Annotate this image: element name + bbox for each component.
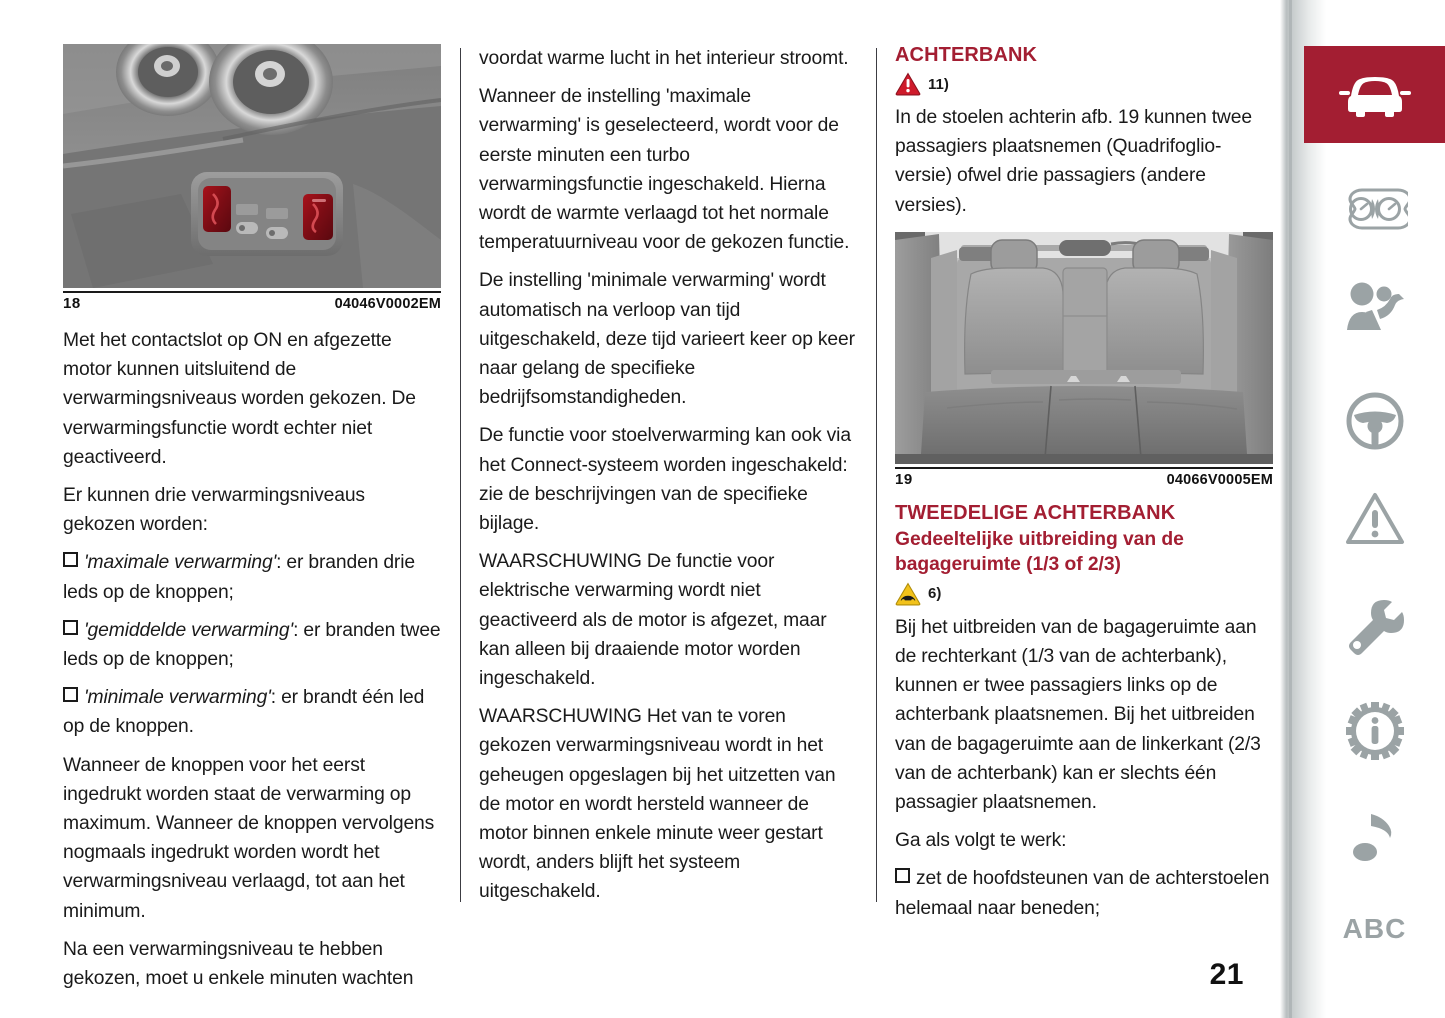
c3-paragraph-2: Bij het uitbreiden van de bagageruimte aan de rechterkant (1/3 van de achterbank), kunnen er twee passagiers links op de achterbank plaatsnemen. Bij het uitbreiden van de bagageruimte aan de linkerkant (2/3 van de achterbank) kan er slechts één passagier plaatsnemen. — [895, 616, 1261, 814]
column-3 — [895, 44, 1273, 954]
c1-bullet-3-term: 'minimale verwarming' — [84, 687, 271, 709]
sidebar-item-safety[interactable] — [1304, 258, 1445, 355]
gear-info-icon — [1346, 702, 1404, 760]
c1-bullet-3 — [63, 683, 441, 741]
car-front-icon — [1338, 72, 1412, 118]
bullet-square-icon — [63, 552, 78, 567]
dashboard-seat-heating-buttons-photo — [63, 44, 441, 288]
red-warning-triangle-icon — [895, 72, 921, 96]
c1-bullet-2 — [63, 616, 441, 674]
airbag-safety-icon — [1344, 280, 1406, 334]
c1-bullet-3-rest: : er brandt één led op de knoppen. — [63, 687, 425, 738]
bullet-square-icon — [895, 868, 910, 883]
figure-18-code: 04046V0002EM — [334, 296, 441, 312]
figure-18-caption — [63, 295, 441, 312]
section-tab-sidebar — [1280, 0, 1445, 1018]
figure-18-number: 18 — [63, 295, 81, 312]
column-divider-1 — [441, 44, 479, 954]
c1-paragraph-1: Met het contactslot op ON en afgezette motor kunnen uitsluitend de verwarmingsniveaus worden gekozen. De verwarmingsfunctie wordt echter niet geactiveerd. — [63, 330, 416, 468]
sidebar-spine-line — [1289, 0, 1292, 1018]
section-subheading-bagageruimte: Gedeeltelijke uitbreiding van de bagageruimte (1/3 of 2/3) — [895, 528, 1184, 575]
figure-19-rule — [895, 467, 1273, 469]
c2-paragraph-2: Wanneer de instelling 'maximale verwarming' is geselecteerd, wordt voor de eerste minuten een turbo verwarmingsfunctie ingeschakeld. Hierna wordt de warmte verlaagd tot het normale temperatuurniveau voor de gekozen functie. — [479, 86, 850, 254]
figure-18-image — [63, 44, 441, 288]
c3-bullet-1-text: zet de hoofdsteunen van de achterstoelen helemaal naar beneden; — [895, 868, 1270, 919]
steering-wheel-icon — [1346, 392, 1404, 450]
yellow-caution-triangle-icon — [895, 582, 921, 606]
rear-bench-seat-photo — [895, 232, 1273, 464]
c2-paragraph-5: WAARSCHUWING De functie voor elektrische verwarming wordt niet geactiveerd als de motor is afgezet, maar kan alleen bij draaiende motor worden ingeschakeld. — [479, 551, 827, 690]
abc-index-icon: ABC — [1342, 912, 1407, 944]
c1-bullet-1-term: 'maximale verwarming' — [84, 552, 277, 574]
c1-bullet-1-rest: : er branden drie leds op de knoppen; — [63, 552, 416, 603]
c1-bullet-2-rest: : er branden twee leds op de knoppen; — [63, 619, 441, 671]
sidebar-item-multimedia[interactable] — [1304, 786, 1445, 883]
figure-18-rule — [63, 291, 441, 293]
figure-19 — [895, 232, 1273, 488]
c1-bullet-2-term: 'gemiddelde verwarming' — [84, 619, 294, 641]
c2-paragraph-4: De functie voor stoelverwarming kan ook via het Connect-systeem worden ingeschakeld: zie de beschrijvingen van de specifieke bijlage. — [479, 425, 851, 535]
music-note-icon — [1353, 806, 1397, 864]
warning-11-label: 11) — [928, 75, 949, 93]
dashboard-gauges-icon — [1342, 188, 1408, 230]
c1-paragraph-2: Er kunnen drie verwarmingsniveaus gekozen worden: — [63, 485, 365, 536]
figure-19-image — [895, 232, 1273, 464]
column-divider-2 — [857, 44, 895, 954]
c3-paragraph-1: In de stoelen achterin afb. 19 kunnen twee passagiers plaatsnemen (Quadrifoglio-versie) ofwel drie passagiers (andere versies). — [895, 107, 1252, 216]
figure-19-caption — [895, 471, 1273, 488]
c3-bullet-1 — [895, 864, 1273, 922]
bullet-square-icon — [63, 687, 78, 702]
sidebar-item-car-front[interactable] — [1304, 46, 1445, 143]
sidebar-item-steering[interactable] — [1304, 372, 1445, 469]
figure-19-code: 04066V0005EM — [1166, 471, 1273, 488]
c2-paragraph-3: De instelling 'minimale verwarming' wordt automatisch na verloop van tijd uitgeschakeld, deze tijd varieert keer op keer naar gelang de specifieke bedrijfsomstandigheden. — [479, 270, 855, 409]
warning-triangle-icon — [1345, 492, 1405, 546]
column-1 — [63, 44, 441, 990]
bullet-square-icon — [63, 620, 78, 635]
sidebar-item-warnings[interactable] — [1304, 470, 1445, 567]
figure-19-number: 19 — [895, 470, 913, 488]
warning-6-label: 6) — [928, 585, 942, 603]
sidebar-item-index[interactable] — [1304, 880, 1445, 977]
c2-paragraph-1: voordat warme lucht in het interieur stroomt. — [479, 48, 849, 69]
sidebar-item-technical-info[interactable] — [1304, 682, 1445, 779]
column-2 — [479, 44, 857, 954]
warning-reference-6 — [895, 580, 1273, 608]
section-heading-achterbank: ACHTERBANK — [895, 44, 1038, 66]
c3-paragraph-3: Ga als volgt te werk: — [895, 830, 1067, 852]
c2-paragraph-6: WAARSCHUWING Het van te voren gekozen verwarmingsniveau wordt in het geheugen opgeslagen bij het uitzetten van de motor en wordt hersteld wanneer de motor binnen enkele minute weer gestart wordt, anders blijft het systeem uitgeschakeld. — [479, 706, 836, 903]
sidebar-tabs — [1304, 0, 1445, 1018]
wrench-icon — [1346, 598, 1404, 656]
c1-bullet-1 — [63, 548, 441, 606]
section-heading-tweedelige-achterbank: TWEEDELIGE ACHTERBANK — [895, 501, 1176, 524]
sidebar-item-dashboard[interactable] — [1304, 160, 1445, 257]
warning-reference-11 — [895, 70, 1273, 98]
c1-paragraph-3: Wanneer de knoppen voor het eerst ingedrukt worden staat de verwarming op maximum. Wanneer de knoppen vervolgens nogmaals ingedrukt worden wordt het verwarmingsniveau verlaagd, tot aan het minimum. — [63, 754, 435, 922]
c1-paragraph-4: Na een verwarmingsniveau te hebben gekozen, moet u enkele minuten wachten — [63, 938, 414, 990]
page-number: 21 — [1209, 958, 1244, 991]
figure-18 — [63, 44, 441, 312]
sidebar-item-maintenance[interactable] — [1304, 578, 1445, 675]
